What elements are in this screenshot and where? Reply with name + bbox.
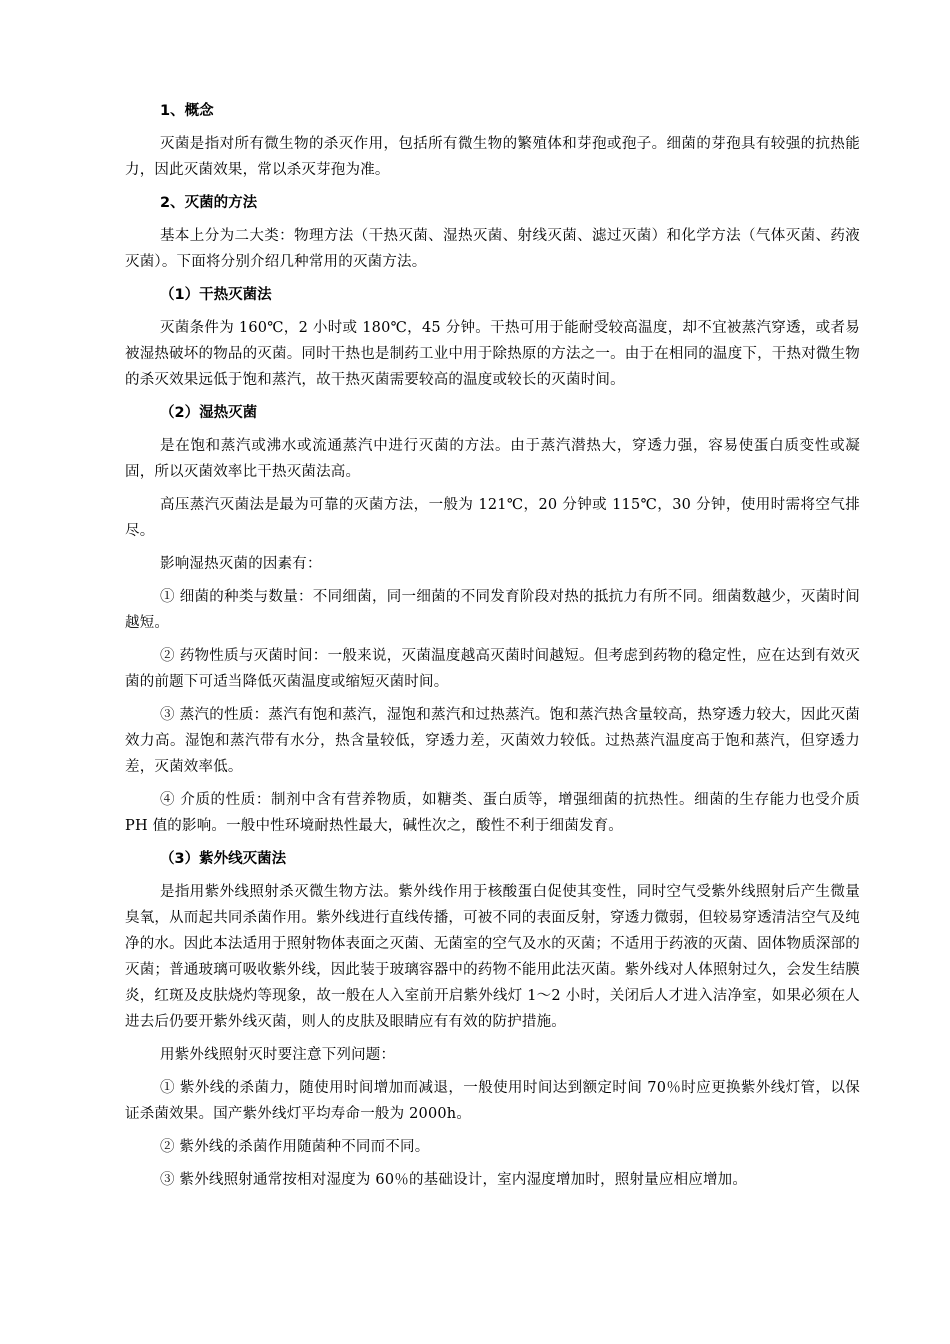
heading-dry-heat: （1）干热灭菌法: [160, 287, 272, 303]
paragraph-factor-2: ② 药物性质与灭菌时间：一般来说，灭菌温度越高灭菌时间越短。但考虑到药物的稳定性，应在达到有效灭菌的前题下可适当降低灭菌温度或缩短灭菌时间。: [125, 648, 860, 690]
document-page: [125, 98, 860, 1200]
paragraph-dry-heat: 灭菌条件为 160℃，2 小时或 180℃，45 分钟。干热可用于能耐受较高温度，却不宜被蒸汽穿透，或者易被湿热破坏的物品的灭菌。同时干热也是制药工业中用于除热原的方法之一。由于在相同的温度下，干热对微生物的杀灭效果远低于饱和蒸汽，故干热灭菌需要较高的温度或较长的灭菌时间。: [125, 320, 860, 388]
paragraph-definition: 灭菌是指对所有微生物的杀灭作用，包括所有微生物的繁殖体和芽孢或孢子。细菌的芽孢具有较强的抗热能力，因此灭菌效果，常以杀灭芽孢为准。: [125, 136, 860, 178]
paragraph-uv-note-3: ③ 紫外线照射通常按相对湿度为 60％的基础设计，室内湿度增加时，照射量应相应增加。: [160, 1172, 748, 1188]
heading-moist-heat: （2）湿热灭菌: [160, 405, 258, 421]
heading-methods: 2、灭菌的方法: [160, 195, 258, 211]
paragraph-factor-3: ③ 蒸汽的性质：蒸汽有饱和蒸汽，湿饱和蒸汽和过热蒸汽。饱和蒸汽热含量较高，热穿透力较大，因此灭菌效力高。湿饱和蒸汽带有水分，热含量较低，穿透力差，灭菌效力较低。过热蒸汽温度高于饱和蒸汽，但穿透力差，灭菌效率低。: [125, 707, 860, 775]
paragraph-uv-note-2: ② 紫外线的杀菌作用随菌种不同而不同。: [160, 1139, 430, 1155]
paragraph-moist-heat: 是在饱和蒸汽或沸水或流通蒸汽中进行灭菌的方法。由于蒸汽潜热大，穿透力强，容易使蛋白质变性或凝固，所以灭菌效率比干热灭菌法高。: [125, 438, 860, 480]
paragraph-uv: 是指用紫外线照射杀灭微生物方法。紫外线作用于核酸蛋白促使其变性，同时空气受紫外线照射后产生微量臭氧，从而起共同杀菌作用。紫外线进行直线传播，可被不同的表面反射，穿透力微弱，但较易穿透清洁空气及纯净的水。因此本法适用于照射物体表面之灭菌、无菌室的空气及水的灭菌；不适用于药液的灭菌、固体物质深部的灭菌；普通玻璃可吸收紫外线，因此装于玻璃容器中的药物不能用此法灭菌。紫外线对人体照射过久，会发生结膜炎，红斑及皮肤烧灼等现象，故一般在人入室前开启紫外线灯 1～2 小时，关闭后人才进入洁净室，如果必须在人进去后仍要开紫外线灭菌，则人的皮肤及眼睛应有有效的防护措施。: [125, 884, 860, 1030]
paragraph-uv-note-1: ① 紫外线的杀菌力，随使用时间增加而减退，一般使用时间达到额定时间 70％时应更换紫外线灯管，以保证杀菌效果。国产紫外线灯平均寿命一般为 2000h。: [125, 1080, 860, 1122]
paragraph-factor-4: ④ 介质的性质：制剂中含有营养物质，如糖类、蛋白质等，增强细菌的抗热性。细菌的生存能力也受介质 PH 值的影响。一般中性环境耐热性最大，碱性次之，酸性不利于细菌发育。: [125, 792, 860, 834]
paragraph-autoclave: 高压蒸汽灭菌法是最为可靠的灭菌方法，一般为 121℃，20 分钟或 115℃，30 分钟，使用时需将空气排尽。: [125, 497, 860, 539]
heading-uv: （3）紫外线灭菌法: [160, 851, 287, 867]
paragraph-methods-overview: 基本上分为二大类：物理方法（干热灭菌、湿热灭菌、射线灭菌、滤过灭菌）和化学方法（气体灭菌、药液灭菌）。下面将分别介绍几种常用的灭菌方法。: [125, 228, 860, 270]
paragraph-uv-notes-intro: 用紫外线照射灭时要注意下列问题：: [160, 1047, 396, 1063]
paragraph-factor-1: ① 细菌的种类与数量：不同细菌，同一细菌的不同发育阶段对热的抵抗力有所不同。细菌数越少，灭菌时间越短。: [125, 589, 860, 631]
paragraph-factors-intro: 影响湿热灭菌的因素有：: [160, 556, 322, 572]
heading-concept: 1、概念: [160, 103, 214, 119]
